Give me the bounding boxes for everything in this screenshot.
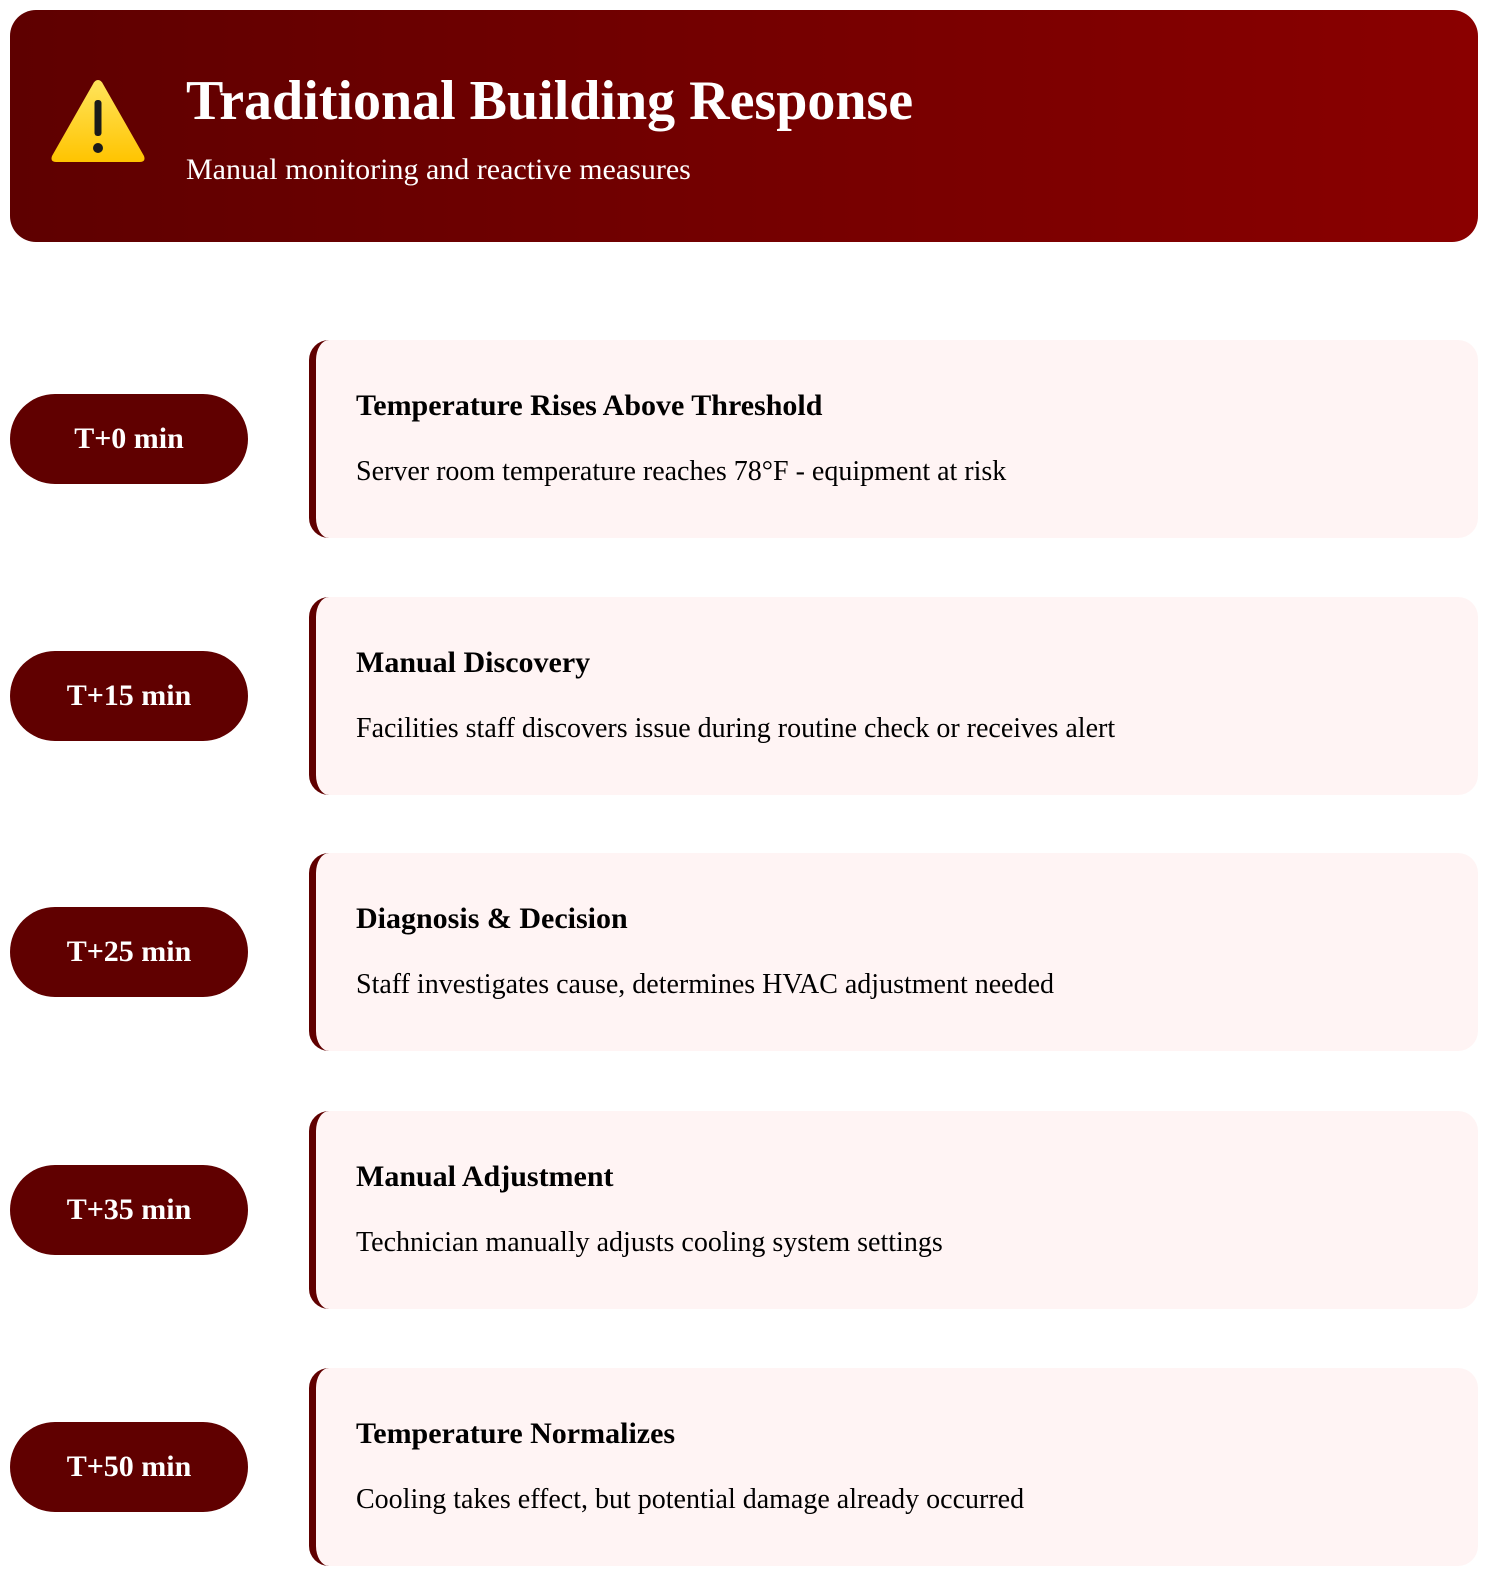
card-description: Server room temperature reaches 78°F - equipment at risk <box>356 456 1007 487</box>
card-description: Facilities staff discovers issue during routine check or receives alert <box>356 713 1116 744</box>
card-title: Manual Discovery <box>356 646 591 679</box>
timeline-card <box>309 1368 1478 1566</box>
timeline-row <box>0 340 1488 538</box>
warning-icon <box>48 76 148 166</box>
card-title: Manual Adjustment <box>356 1160 614 1193</box>
timeline-row <box>0 853 1488 1051</box>
time-badge: T+25 min <box>10 907 248 997</box>
header-banner <box>10 10 1478 242</box>
page-title: Traditional Building Response <box>186 70 914 132</box>
time-badge: T+15 min <box>10 651 248 741</box>
timeline-card <box>309 1111 1478 1309</box>
page-subtitle: Manual monitoring and reactive measures <box>186 153 691 186</box>
card-title: Diagnosis & Decision <box>356 902 628 935</box>
time-badge: T+35 min <box>10 1165 248 1255</box>
card-title: Temperature Normalizes <box>356 1417 676 1450</box>
card-description: Technician manually adjusts cooling system settings <box>356 1227 943 1258</box>
timeline-card <box>309 853 1478 1051</box>
card-title: Temperature Rises Above Threshold <box>356 389 823 422</box>
timeline-row <box>0 597 1488 795</box>
timeline-card <box>309 597 1478 795</box>
card-description: Cooling takes effect, but potential damage already occurred <box>356 1484 1025 1515</box>
timeline-card <box>309 340 1478 538</box>
timeline-row <box>0 1368 1488 1566</box>
card-description: Staff investigates cause, determines HVAC adjustment needed <box>356 969 1055 1000</box>
time-badge: T+0 min <box>10 394 248 484</box>
timeline-row <box>0 1111 1488 1309</box>
time-badge: T+50 min <box>10 1422 248 1512</box>
